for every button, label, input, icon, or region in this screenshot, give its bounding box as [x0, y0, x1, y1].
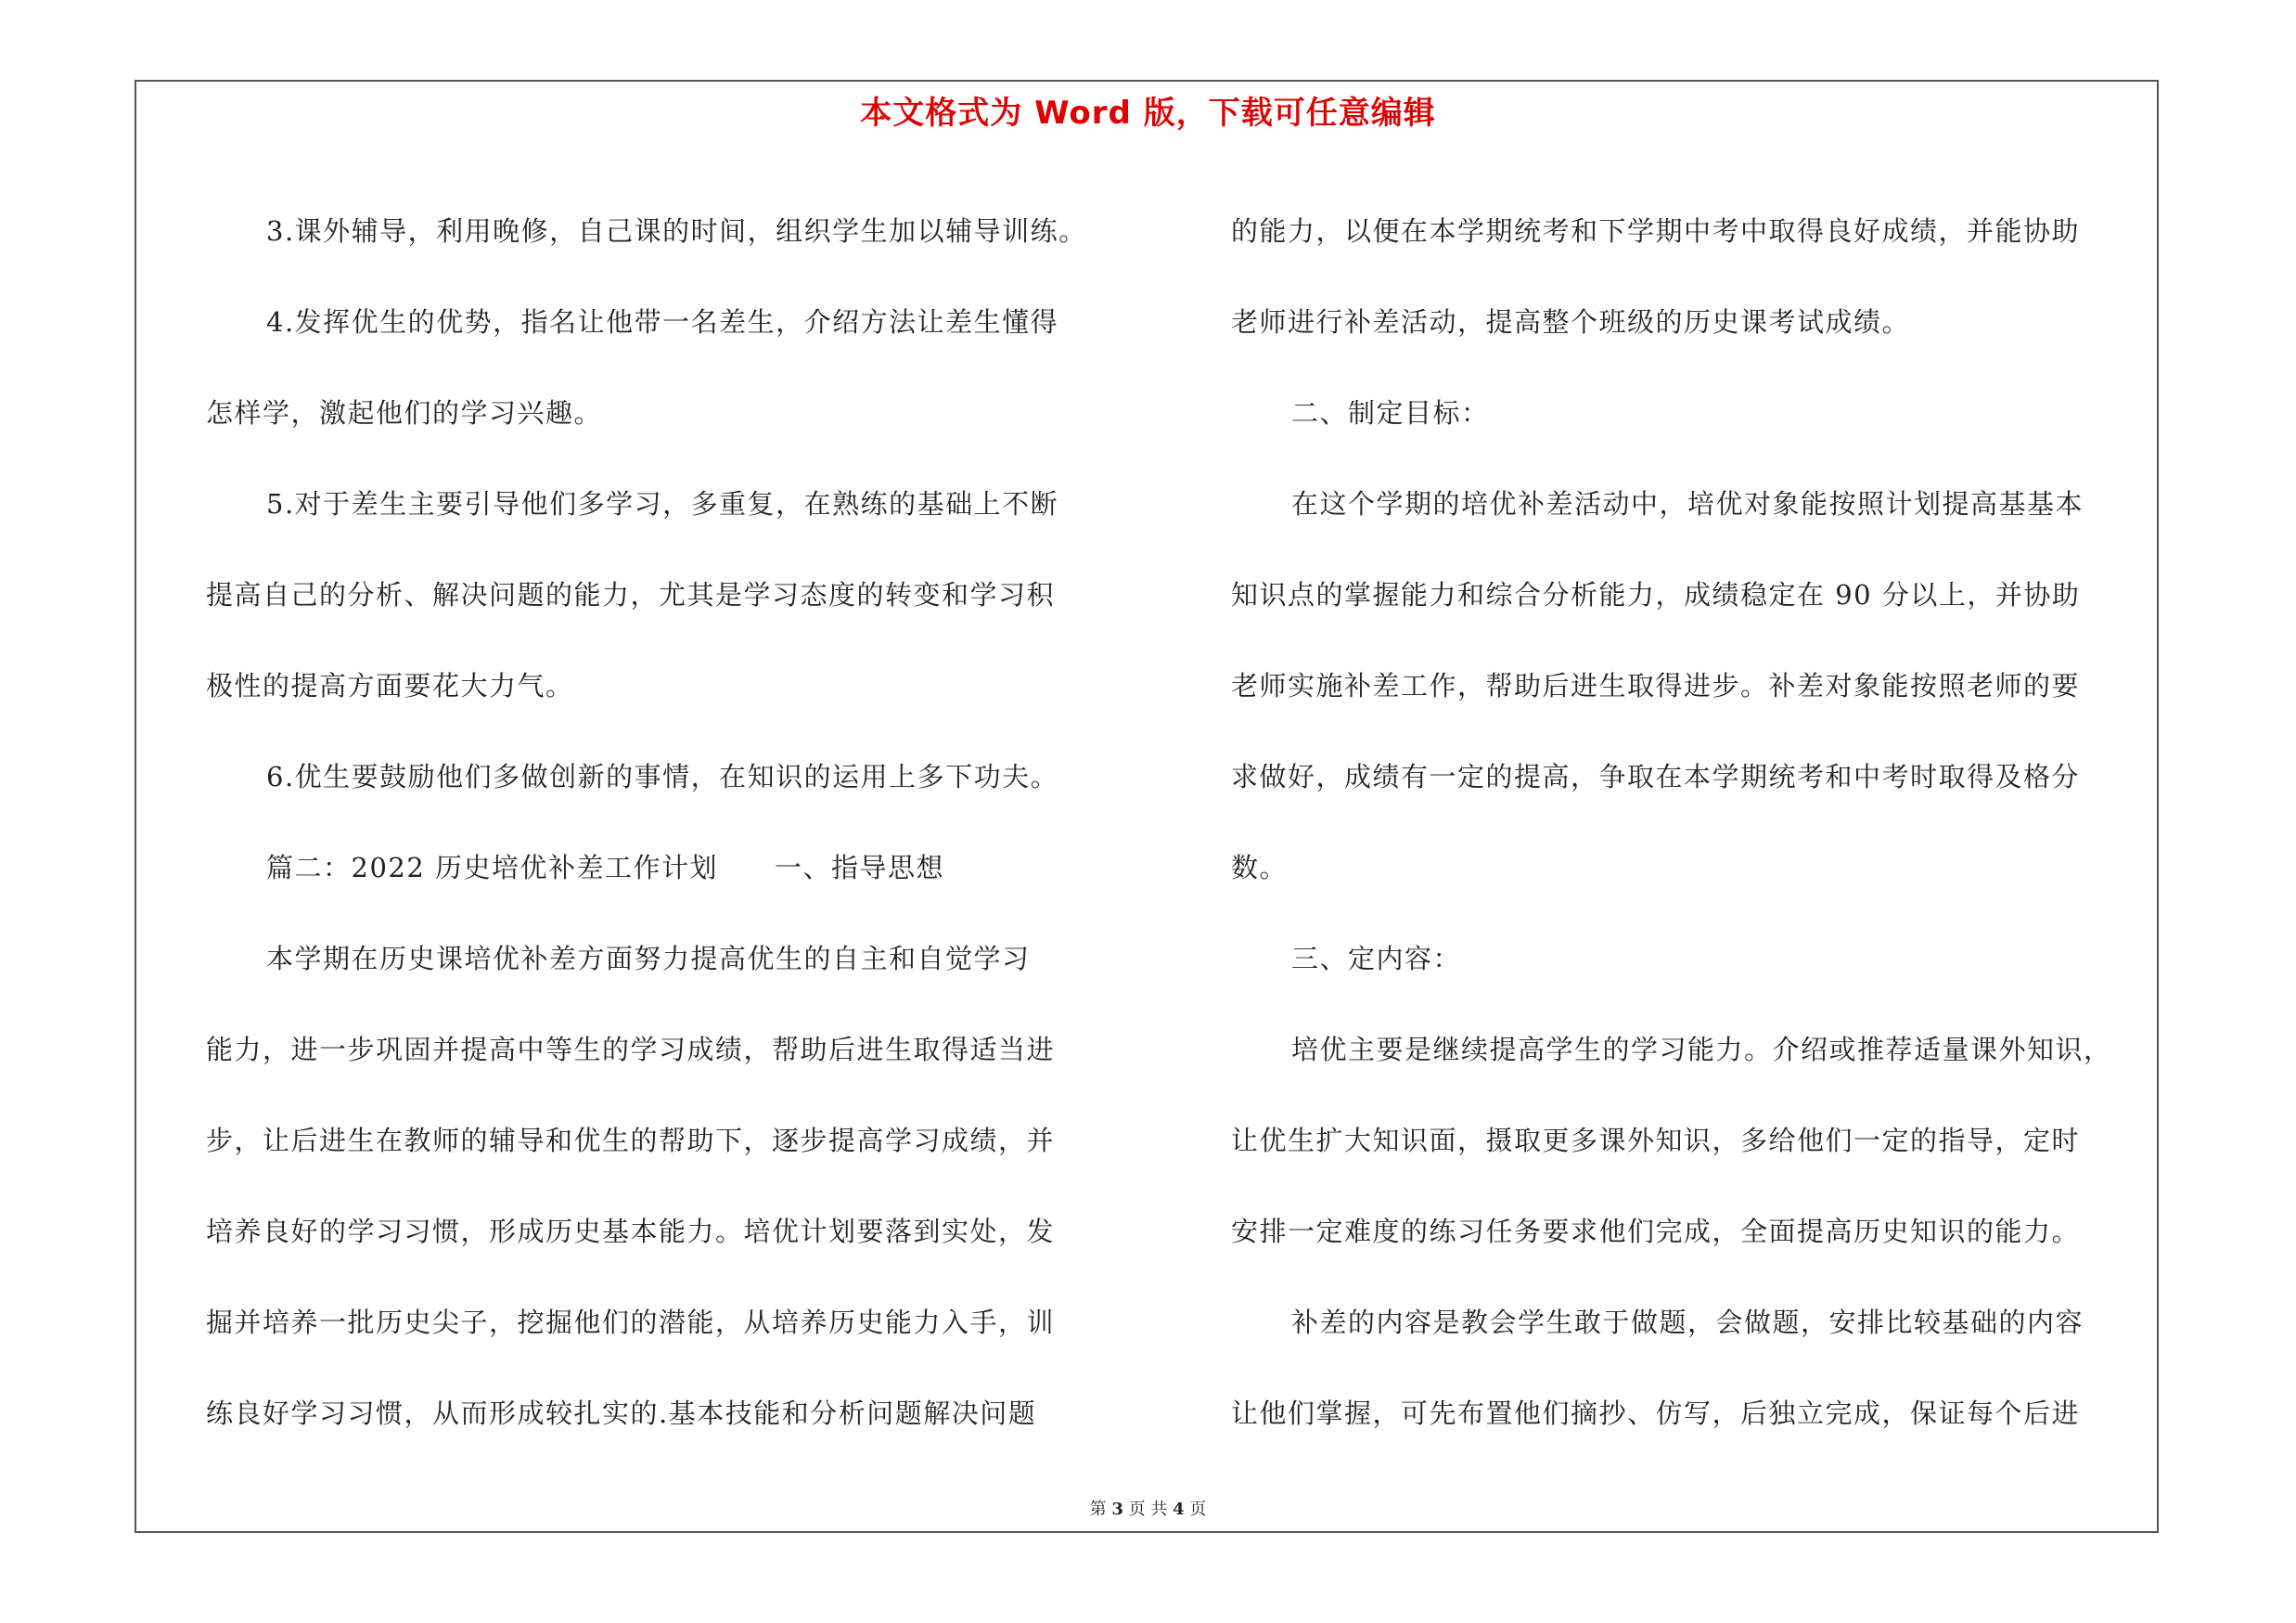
text-line: 极性的提高方面要花大力气。: [206, 670, 574, 702]
footer-prefix: 第: [1089, 1500, 1107, 1519]
left-column: [206, 186, 1134, 1459]
footer-total-pages: 4: [1173, 1500, 1185, 1519]
footer-suffix: 页: [1189, 1500, 1207, 1519]
right-column: [1231, 186, 2159, 1459]
text-line: 掘并培养一批历史尖子，挖掘他们的潜能，从培养历史能力入手，训: [206, 1307, 1056, 1338]
text-line: 3.课外辅导，利用晚修，自己课的时间，组织学生加以辅导训练。: [266, 215, 1087, 247]
text-line: 能力，进一步巩固并提高中等生的学习成绩，帮助后进生取得适当进: [206, 1034, 1056, 1065]
text-line: 篇二：2022 历史培优补差工作计划 一、指导思想: [266, 852, 945, 883]
text-line: 本学期在历史课培优补差方面努力提高优生的自主和自觉学习: [266, 943, 1031, 974]
text-line: 求做好，成绩有一定的提高，争取在本学期统考和中考时取得及格分: [1231, 761, 2081, 792]
text-line: 提高自己的分析、解决问题的能力，尤其是学习态度的转变和学习积: [206, 579, 1056, 611]
text-line: 安排一定难度的练习任务要求他们完成，全面提高历史知识的能力。: [1231, 1216, 2081, 1247]
text-line: 知识点的掌握能力和综合分析能力，成绩稳定在 90 分以上，并协助: [1231, 579, 2081, 611]
text-line: 4.发挥优生的优势，指名让他带一名差生，介绍方法让差生懂得: [266, 306, 1059, 338]
text-line: 怎样学，激起他们的学习兴趣。: [206, 397, 603, 429]
text-line: 让优生扩大知识面，摄取更多课外知识，多给他们一定的指导，定时: [1231, 1125, 2081, 1156]
page-footer: [0, 1496, 2296, 1520]
document-header: 本文格式为 Word 版，下载可任意编辑: [860, 95, 1436, 132]
text-line: 老师实施补差工作，帮助后进生取得进步。补差对象能按照老师的要: [1231, 670, 2081, 702]
text-line: 让他们掌握，可先布置他们摘抄、仿写，后独立完成，保证每个后进: [1231, 1398, 2081, 1429]
footer-middle: 页 共: [1128, 1500, 1168, 1519]
text-line: 在这个学期的培优补差活动中，培优对象能按照计划提高基基本: [1291, 488, 2084, 520]
text-line: 培养良好的学习习惯，形成历史基本能力。培优计划要落到实处，发: [206, 1216, 1056, 1247]
text-line: 6.优生要鼓励他们多做创新的事情，在知识的运用上多下功夫。: [266, 761, 1059, 792]
text-line: 数。: [1231, 852, 1289, 883]
text-line: 5.对于差生主要引导他们多学习，多重复，在熟练的基础上不断: [266, 488, 1059, 520]
text-line: 二、制定目标：: [1291, 397, 1490, 429]
text-line: 的能力，以便在本学期统考和下学期中考中取得良好成绩，并能协助: [1231, 215, 2081, 247]
text-line: 练良好学习习惯，从而形成较扎实的.基本技能和分析问题解决问题: [206, 1398, 1037, 1429]
text-line: 补差的内容是教会学生敢于做题，会做题，安排比较基础的内容: [1291, 1307, 2084, 1338]
footer-page-number: 3: [1111, 1500, 1123, 1519]
text-line: 老师进行补差活动，提高整个班级的历史课考试成绩。: [1231, 306, 1911, 338]
text-line: 步，让后进生在教师的辅导和优生的帮助下，逐步提高学习成绩，并: [206, 1125, 1056, 1156]
text-line: 培优主要是继续提高学生的学习能力。介绍或推荐适量课外知识，: [1291, 1034, 2112, 1065]
text-line: 三、定内容：: [1291, 943, 1462, 974]
